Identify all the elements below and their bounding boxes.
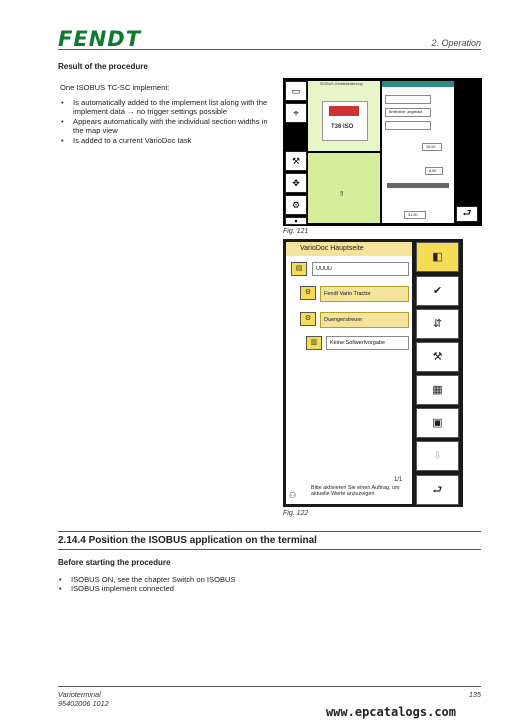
section-divider-top (58, 531, 481, 532)
task-icon: ▤ (291, 262, 307, 276)
implement-field-3[interactable] (385, 121, 431, 130)
tractor-icon: ⚙ (300, 286, 316, 300)
implement-field-2[interactable]: Breitheber, angebaut (385, 108, 431, 117)
value-field-2[interactable]: 6.00 (425, 167, 443, 175)
isobus-implement-panel (308, 81, 380, 151)
right-tab-label: Gerätebedienungen (392, 91, 424, 95)
list-item: • Appears automatically with the individual section widths in the map view (60, 117, 275, 136)
return-button-122[interactable]: ⮐ (416, 475, 459, 505)
map-view-panel (308, 153, 380, 223)
red-stripe-icon (329, 106, 359, 116)
variodoc-main-panel (286, 242, 412, 504)
return-button[interactable]: ⮐ (456, 206, 478, 222)
save-confirm-button[interactable]: ✔ (416, 276, 459, 306)
figure-121-screenshot (283, 78, 482, 226)
value-field-1[interactable]: 15.00 (422, 143, 442, 151)
page-number: 135 (468, 690, 481, 699)
tractor-marker-icon: ‼ (340, 191, 344, 198)
before-list (58, 575, 358, 594)
chapter-title: 2. Operation (431, 38, 481, 48)
list-item: • ISOBUS implement connected (58, 584, 358, 593)
page-indicator: 1/1 (394, 477, 403, 483)
before-heading: Before starting the procedure (58, 558, 171, 567)
info-icon: ⚇ (289, 491, 297, 500)
watermark: www.epcatalogs.com (325, 705, 456, 719)
task-field[interactable]: UUUU (312, 262, 409, 276)
implement-select-button[interactable]: ▣ (416, 408, 459, 438)
tools-save-button[interactable]: ⚒ (416, 342, 459, 372)
list-item: • Is added to a current VarioDoc task (60, 136, 275, 145)
fendt-logo: FENDT (58, 27, 142, 51)
figure-122-caption: Fig. 122 (283, 510, 309, 517)
target-field[interactable]: Keine Sollwertvorgabe (326, 336, 409, 350)
implement-settings-panel (382, 81, 454, 223)
list-item: • Is automatically added to the implement list along with the implement data → no trigger settings possible (60, 98, 275, 117)
left-tab-label: ISOBUS-Gerätebedienung (320, 82, 363, 86)
implement-field-1[interactable] (385, 95, 431, 104)
figure-121-caption: Fig. 121 (283, 228, 309, 235)
footer-doc (58, 690, 109, 708)
calculator-button[interactable]: ▦ (416, 375, 459, 405)
implement-field[interactable]: Duengerstreuer (320, 312, 409, 328)
left-key-panel (285, 81, 307, 226)
hint-text: Bitte aktivieren Sie einen Auftrag, um aktuelle Werte anzuzeigen (311, 485, 400, 497)
assign-button[interactable]: ⇵ (416, 309, 459, 339)
implement-icon: ⚙ (300, 312, 316, 326)
result-list (60, 98, 275, 145)
result-intro: One ISOBUS TC-SC implement: (60, 83, 170, 92)
implement-logo (322, 101, 368, 141)
task-button[interactable]: ◧ (416, 242, 459, 272)
header-divider (58, 49, 481, 50)
list-item: • ISOBUS ON, see the chapter Switch on ISOBUS (58, 575, 358, 584)
tractor-field[interactable]: Fendt Vario Tractor (320, 286, 409, 302)
export-icon[interactable]: ▪ (285, 217, 307, 225)
result-heading: Result of the procedure (58, 62, 148, 71)
move-icon[interactable]: ✥ (285, 173, 307, 193)
footer-divider (58, 686, 481, 687)
figure-122-screenshot (283, 239, 463, 507)
right-tab-bar (382, 81, 454, 95)
value-field-3[interactable]: 31.00 (404, 211, 426, 219)
section-divider-bottom (58, 549, 481, 550)
implement-bar-icon (387, 183, 449, 188)
doc-code: 95402006 1012 (58, 699, 109, 708)
implement-logo-text: T36 ISO (331, 124, 354, 130)
settings-icon[interactable]: ⚙ (285, 195, 307, 215)
sc-icon[interactable]: ⌖ (285, 103, 307, 123)
terminal-icon[interactable]: ▭ (285, 81, 307, 101)
section-title: 2.14.4 Position the ISOBUS application on the terminal (58, 535, 317, 546)
doc-name: Varioterminal (58, 690, 101, 699)
tools-icon[interactable]: ⚒ (285, 151, 307, 171)
down-arrow-button[interactable]: ⇩ (416, 441, 459, 471)
variodoc-title: VarioDoc Hauptseite (286, 242, 412, 256)
target-icon: ▥ (306, 336, 322, 350)
